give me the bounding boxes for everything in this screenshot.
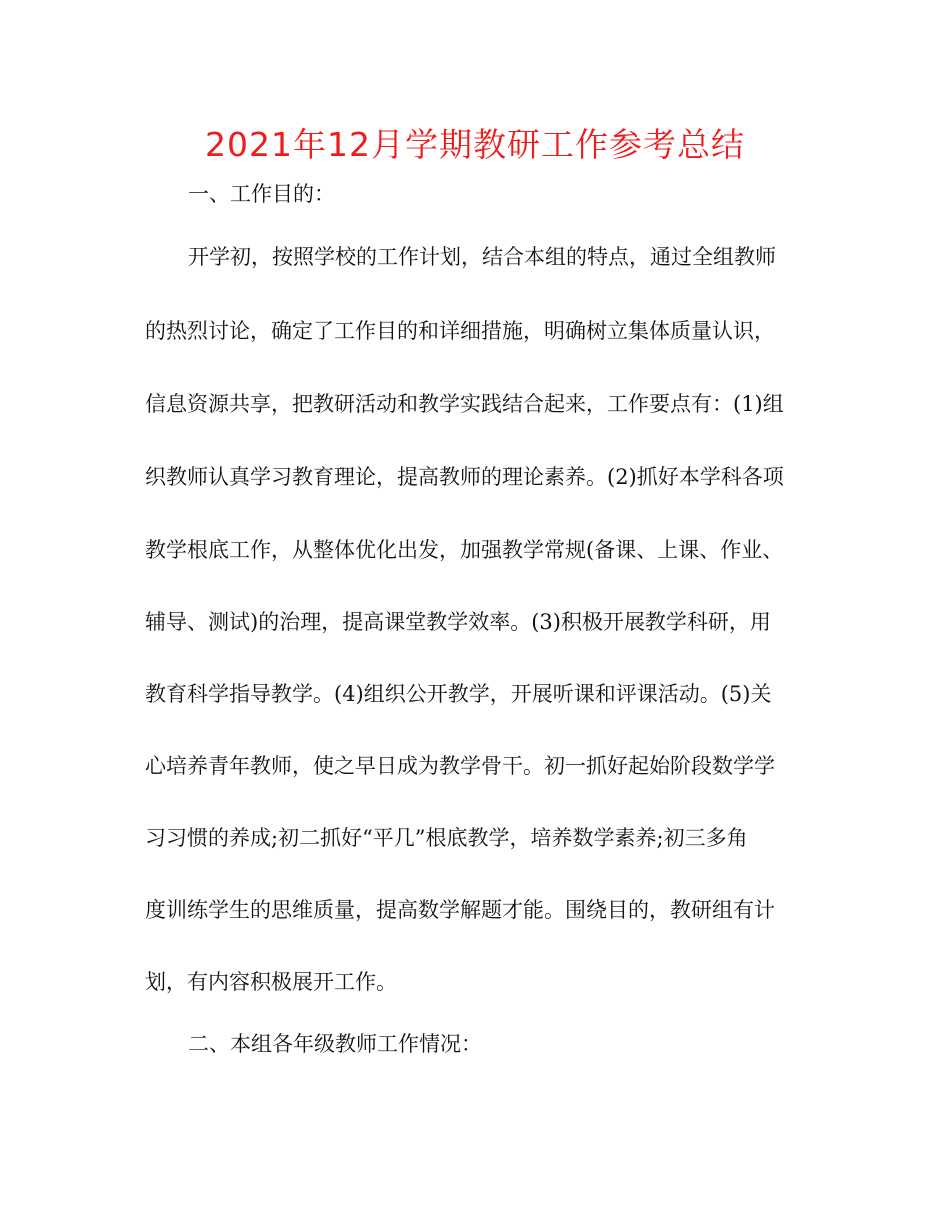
paragraph-line: 开学初，按照学校的工作计划，结合本组的特点，通过全组教师 [188, 245, 776, 269]
paragraph-line: 教学根底工作，从整体优化出发，加强教学常规(备课、上课、作业、 [145, 538, 784, 562]
paragraph-line: 信息资源共享，把教研活动和教学实践结合起来，工作要点有：(1)组 [145, 392, 784, 416]
section-heading-goals: 一、工作目的： [188, 182, 335, 206]
paragraph-line: 划，有内容积极展开工作。 [145, 970, 397, 994]
paragraph-line: 织教师认真学习教育理论，提高教师的理论素养。(2)抓好本学科各项 [145, 465, 784, 489]
paragraph-line: 度训练学生的思维质量，提高数学解题才能。围绕目的，教研组有计 [145, 898, 775, 922]
paragraph-line: 辅导、测试)的治理，提高课堂教学效率。(3)积极开展教学科研，用 [145, 610, 771, 634]
paragraph-line: 教育科学指导教学。(4)组织公开教学，开展听课和评课活动。(5)关 [145, 682, 772, 706]
paragraph-line: 习习惯的养成;初二抓好“平几”根底教学，培养数学素养;初三多角 [145, 826, 748, 850]
document-title: 2021年12月学期教研工作参考总结 [205, 125, 745, 164]
paragraph-line: 的热烈讨论，确定了工作目的和详细措施，明确树立集体质量认识， [145, 319, 775, 343]
paragraph-line: 心培养青年教师，使之早日成为教学骨干。初一抓好起始阶段数学学 [145, 754, 775, 778]
section-heading-teachers: 二、本组各年级教师工作情况： [188, 1032, 482, 1056]
